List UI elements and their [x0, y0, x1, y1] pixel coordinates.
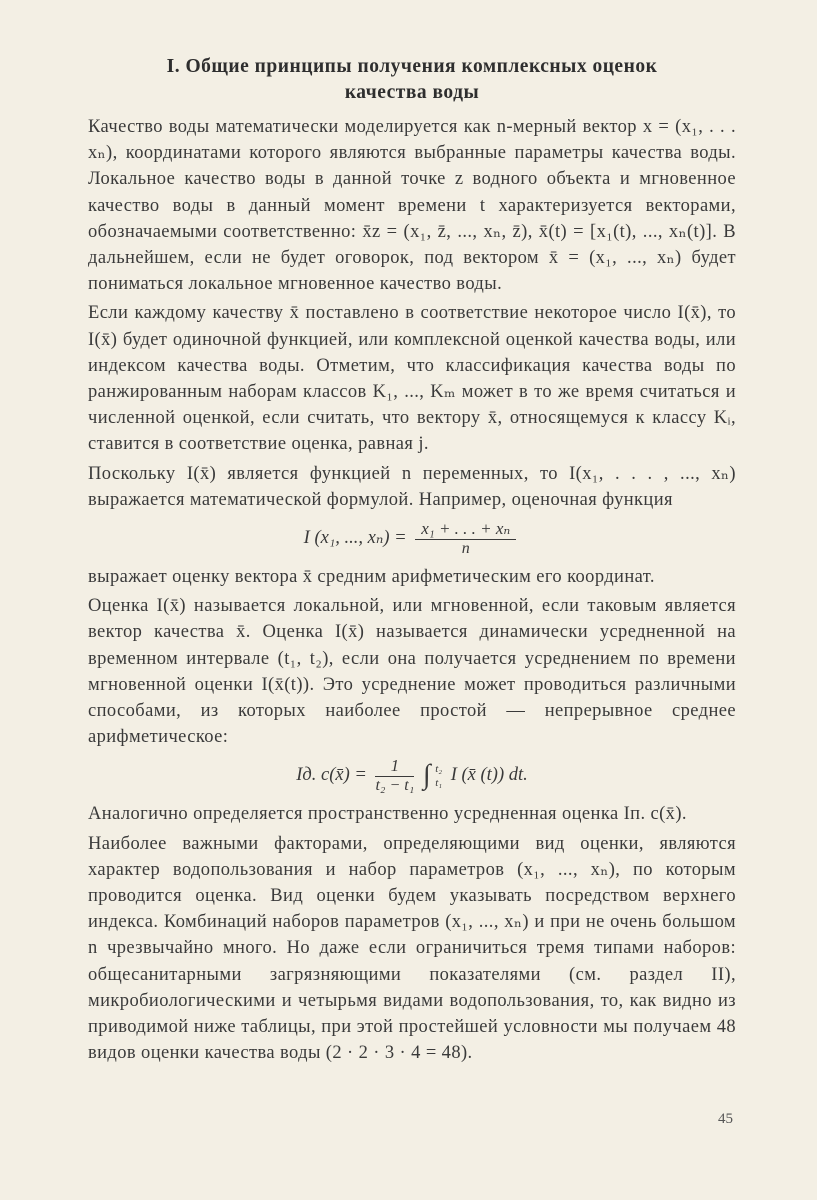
- paragraph-2: Если каждому качеству x̄ поставлено в соответствие некоторое число I(x̄), то I(x̄) будет одиночной функцией, или комплексной оценкой качества воды, или индексом качества воды. Отметим, что классификация качества воды по ранжированным наборам классов K₁, ..., Kₘ может в то же время считаться и численной оценкой, если считать, что вектору x̄, относящемуся к классу Kᵢ, ставится в соответствие оценка, равная j.: [88, 303, 736, 455]
- section-heading: [88, 54, 736, 106]
- formula-integral: [88, 756, 736, 795]
- paragraph-3: Поскольку I(x̄) является функцией n переменных, то I(x₁, . . . , ..., xₙ) выражается математической формулой. Например, оценочная функция: [88, 463, 736, 510]
- paragraph-4: выражает оценку вектора x̄ средним арифметическим его координат.: [88, 567, 655, 588]
- integral-sign-icon: ∫: [422, 759, 431, 791]
- formula-mean: [88, 519, 736, 558]
- paragraph-1: Качество воды математически моделируется как n-мерный вектор x = (x₁, . . . xₙ), координатами которого являются выбранные параметры качества воды. Локальное качество воды в данной точке z водного объекта и мгновенное качество воды в данный момент времени t характеризуется векторами, обозначаемыми соответственно: x̄z = (x₁, z̄, ..., xₙ, z̄), x̄(t) = [x₁(t), ..., xₙ(t)]. В дальнейшем, если не будет оговорок, под вектором x̄ = (x₁, ..., xₙ) будет пониматься локальное мгновенное качество воды.: [88, 117, 736, 295]
- paragraph-7: Наиболее важными факторами, определяющими вид оценки, являются характер водопользования и набор параметров (x₁, ..., xₙ), по которым проводится оценка. Вид оценки будем указывать посредством верхнего индекса. Комбинаций наборов параметров (x₁, ..., xₙ) и при не очень большом n чрезвычайно много. Но даже если ограничиться тремя типами наборов: общесанитарными загрязняющими показателями (см. раздел II), микробиологическими и четырьмя видами водопользования, то, как видно из приводимой ниже таблицы, при этой простейшей условности мы получаем 48 видов оценки качества воды (2 · 2 · 3 · 4 = 48).: [88, 833, 736, 1064]
- formula-integral-numerator: 1: [375, 756, 414, 777]
- formula-integral-fraction: [375, 756, 414, 795]
- paragraph-5: Оценка I(x̄) называется локальной, или мгновенной, если таковым является вектор качества x̄. Оценка I(x̄) называется динамически усредненной на временном интервале (t₁, t₂), если она получается усреднением по времени мгновенной оценки I(x̄(t)). Это усреднение может проводиться различными способами, из которых наиболее простой — непрерывное среднее арифметическое:: [88, 596, 736, 748]
- formula-mean-numerator: x₁ + . . . + xₙ: [415, 519, 516, 540]
- formula-integral-integrand: I (x̄ (t)) dt.: [450, 765, 528, 786]
- formula-mean-fraction: [415, 519, 516, 558]
- formula-integral-denominator: t₂ − t₁: [375, 777, 415, 795]
- page-number: 45: [718, 1111, 733, 1127]
- body-text: [88, 114, 736, 1067]
- integral-lower-limit: t₁: [435, 776, 443, 789]
- formula-integral-lhs: Iд. с(x̄) =: [296, 765, 367, 786]
- heading-line-1: I. Общие принципы получения комплексных оценок: [166, 56, 658, 77]
- formula-mean-denominator: n: [461, 540, 470, 558]
- formula-mean-lhs: I (x₁, ..., xₙ) =: [303, 527, 407, 548]
- paragraph-6: Аналогично определяется пространственно усредненная оценка Iп. с(x̄).: [88, 804, 687, 825]
- integral-upper-limit: t₂: [435, 762, 443, 775]
- integral-limits: [435, 762, 442, 790]
- heading-line-2: качества воды: [344, 82, 480, 103]
